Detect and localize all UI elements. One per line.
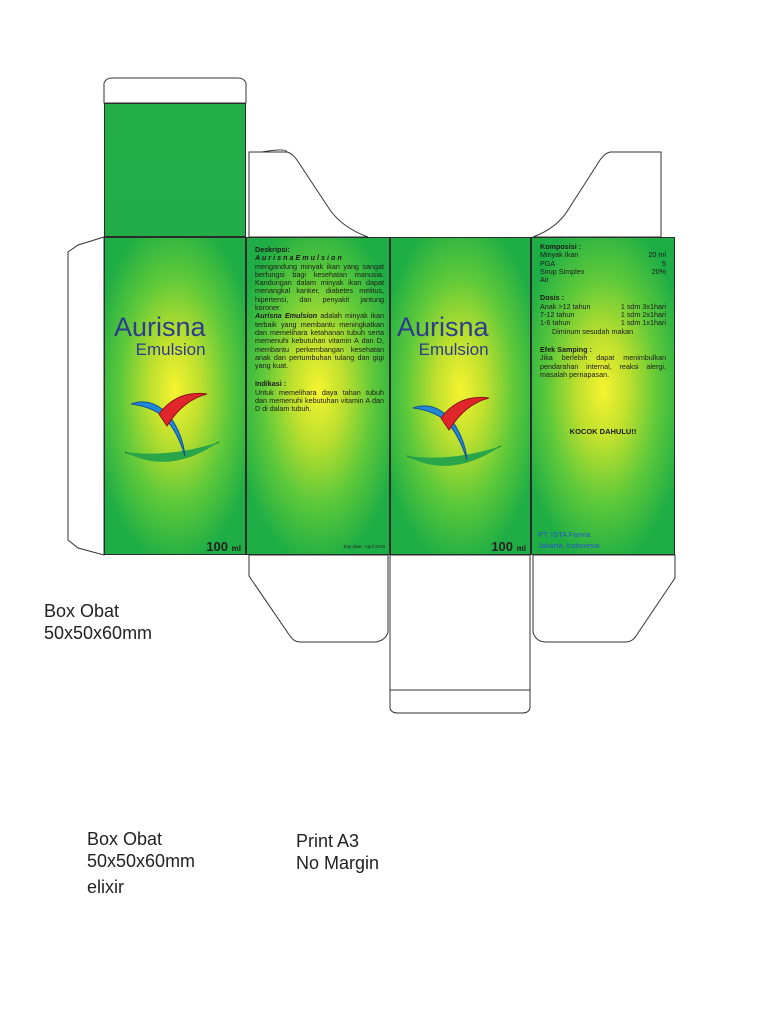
description-brand2: Aurisna Emulsion	[255, 311, 318, 321]
description-heading: Deskripsi:	[255, 245, 290, 254]
composition-value: 20 ml	[648, 250, 666, 260]
top-tuck-flap-outline	[104, 78, 246, 103]
description-panel	[246, 237, 390, 555]
glue-flap	[68, 237, 104, 555]
description-brand-line: A u r i s n a E m u l s i o n	[255, 253, 342, 263]
caption-print-margin: No Margin	[296, 853, 380, 873]
caption-print-size: Print A3	[296, 831, 360, 851]
caption-box-title-2: Box Obat	[87, 829, 163, 849]
bottom-dust-flap-right	[533, 555, 675, 642]
dosage-note: Diminum sesudah makan	[552, 326, 634, 336]
bottom-dust-flap-left	[249, 555, 388, 642]
top-flap-green	[104, 103, 246, 237]
composition-panel	[531, 237, 675, 555]
composition-block	[540, 243, 666, 379]
company-name: PT. ISTA Farma	[538, 530, 591, 539]
brand-name: Aurisna	[114, 312, 206, 342]
volume-unit: ml	[231, 544, 241, 553]
dosage-dose: 1 sdm 3x1hari	[620, 301, 666, 311]
composition-name: Air	[540, 275, 549, 285]
indication-text: Untuk memelihara daya tahan tubuh dan memenuhi kebutuhan vitamin A dan D di dalam tubuh.	[255, 387, 384, 414]
front-panel-2	[390, 237, 531, 555]
caption-box-top	[44, 600, 152, 644]
dosage-heading: Dosis :	[540, 293, 564, 303]
caption-box-size: 50x50x60mm	[44, 623, 153, 643]
swoosh-logo-icon-2	[405, 390, 505, 472]
caption-box-type: elixir	[87, 877, 125, 897]
volume-amount: 100	[206, 539, 229, 554]
warning-text: KOCOK DAHULU!!	[569, 427, 637, 436]
swoosh-logo-icon	[123, 386, 223, 468]
dosage-age: 1-6 tahun	[540, 318, 571, 328]
composition-heading: Komposisi :	[540, 242, 582, 251]
dosage-dose: 1 sdm 1x1hari	[620, 318, 666, 328]
composition-value: 5	[662, 258, 666, 268]
composition-name: Sirup Simplex	[540, 266, 585, 276]
description-para1: mengandung minyak ikan yang sangat berfungsi bagi kesehatan manusia. Kandungan dalam minyak ikan dapat menangkal kanker, diabetes melitus, hipertensi, dan penyakit jantung koroner.	[255, 261, 384, 313]
dosage-age: Anak >12 tahun	[540, 301, 591, 311]
caption-box-title: Box Obat	[44, 601, 120, 621]
volume-amount-2: 100	[491, 539, 514, 554]
side-effects-text: Jika berlebih dapat menimbulkan pendarahan internal, reaksi alergi, masalah pernapasan.	[540, 353, 666, 379]
volume-label-2	[491, 539, 526, 554]
composition-row	[540, 276, 666, 284]
side-effects-heading: Efek Samping :	[540, 344, 592, 354]
top-dust-flap-right	[533, 152, 661, 237]
brand-name-2: Aurisna	[397, 312, 489, 342]
top-dust-flap-left	[249, 152, 368, 237]
caption-box-size-2: 50x50x60mm	[87, 851, 196, 871]
composition-name: PGA	[540, 258, 556, 268]
dosage-dose: 1 sdm 2x1hari	[620, 310, 666, 320]
brand-logo-text-2	[397, 314, 489, 358]
company-info	[538, 529, 599, 551]
company-city: Jakarta, Indonesia	[538, 541, 600, 550]
volume-unit-2: ml	[516, 544, 526, 553]
dosage-age: 7-12 tahun	[540, 310, 575, 320]
brand-sub: Emulsion	[135, 340, 206, 359]
volume-label	[206, 539, 241, 554]
caption-box-bottom	[87, 828, 195, 898]
caption-print	[296, 830, 379, 874]
front-panel	[104, 237, 246, 555]
bottom-tuck-flap	[390, 555, 530, 690]
description-para2: adalah minyak ikan terbaik yang membantu meningkatkan dan memelihara ketahanan tubuh serta memenuhi kebutuhan vitamin A dan D, membantu perkembangan kesehatan anak dan pertumbuhan tulang dan gigi yang kuat.	[255, 311, 384, 371]
indication-heading: Indikasi :	[255, 379, 287, 389]
description-block	[255, 246, 384, 414]
composition-name: Minyak Ikan	[540, 250, 579, 260]
brand-logo-text	[114, 314, 206, 358]
exp-date: Exp date : April 2018	[343, 544, 385, 549]
composition-row	[540, 251, 666, 259]
brand-sub-2: Emulsion	[418, 340, 489, 359]
composition-row	[540, 268, 666, 276]
composition-value: 20%	[651, 266, 666, 276]
